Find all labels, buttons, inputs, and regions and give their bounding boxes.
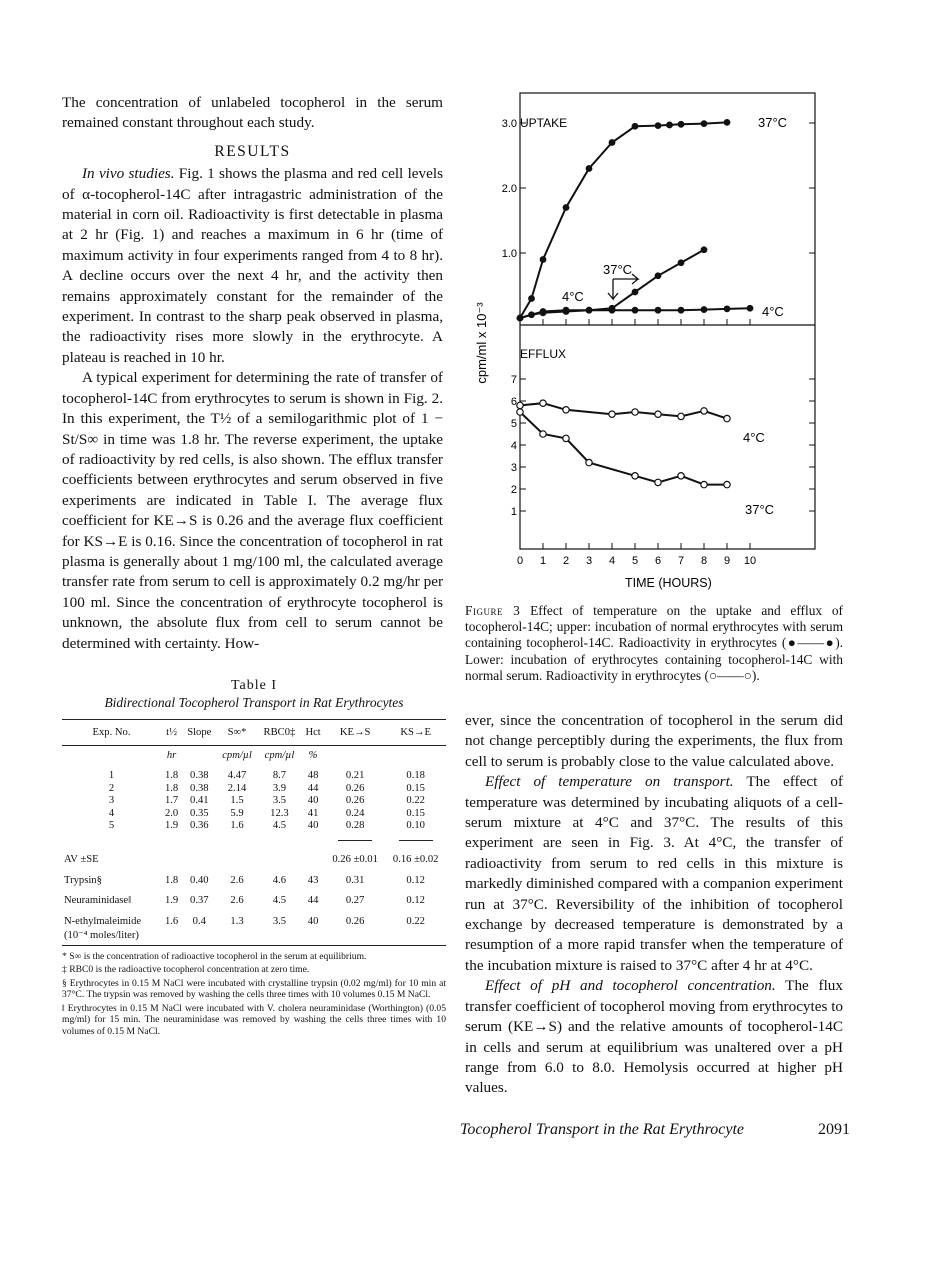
table-cell: 0.18 xyxy=(406,770,425,781)
table-cell: AV ±SE xyxy=(64,853,99,865)
data-point-filled xyxy=(563,309,569,315)
table-cell: 4.47 xyxy=(227,770,247,781)
x-tick-label: 10 xyxy=(743,555,757,567)
col-header: KS→E xyxy=(385,720,446,746)
y-tick-label: 1.0 xyxy=(501,248,517,260)
table-cell: 0.26 xyxy=(345,916,365,928)
unit-cell: hr xyxy=(166,750,177,761)
table-cell: 0.38 xyxy=(190,782,209,794)
table-cell xyxy=(62,832,161,845)
data-point-open xyxy=(563,435,569,441)
data-point-open xyxy=(701,408,707,414)
data-point-filled xyxy=(563,205,569,211)
data-point-open xyxy=(517,409,523,415)
table-cell xyxy=(385,832,446,845)
footnote: ‡ RBC0 is the radioactive tocopherol concentration at zero time. xyxy=(62,964,310,976)
footnote: § Erythrocytes in 0.15 M NaCl were incubated with crystalline trypsin (0.02 mg/ml) for 10 min at 37°C. The trypsin was removed by washing the cells three times with 10 volumes 0.15 M NaCl. xyxy=(62,977,446,1001)
figure-3 xyxy=(474,93,835,603)
upper-panel-title: UPTAKE xyxy=(520,116,568,130)
table-cell: 0.37 xyxy=(190,895,209,907)
table-cell xyxy=(161,845,182,866)
table-cell: 0.16 ±0.02 xyxy=(392,853,439,865)
table-cell xyxy=(182,832,216,845)
series-line xyxy=(520,122,727,318)
table-cell: Trypsin§ xyxy=(64,874,102,886)
table-cell xyxy=(182,845,216,866)
series-line xyxy=(520,403,727,418)
temperature-paragraph xyxy=(465,772,843,976)
figure-caption-text: Effect of temperature on the uptake and efflux of tocopherol-14C; upper: incubation of normal erythrocytes with serum containing tocopherol-14C. Radioactivity in erythrocytes (●——●). Lower: incubation of erythrocytes containing tocopherol-14C with normal serum. Radioactivity in erythrocytes (○——○). xyxy=(465,603,843,683)
table-cell: 3.5 xyxy=(272,795,287,807)
table-cell: 5 xyxy=(108,820,115,832)
table-cell: N-ethylmaleimide xyxy=(64,916,142,928)
unit-cell xyxy=(182,746,216,762)
col-header: Hct xyxy=(301,720,325,746)
data-point-filled xyxy=(540,310,546,316)
data-point-open xyxy=(632,409,638,415)
table-cell: 1 xyxy=(108,770,115,781)
table-cell: 1.6 xyxy=(230,820,244,832)
continuation-paragraph: ever, since the concentration of tocopherol in the serum did not change perceptibly during the experiments, the flux from cell to serum is probably close to the value calculated above. xyxy=(465,712,843,770)
table-cell: 0.21 xyxy=(345,770,365,781)
table-cell: 3 xyxy=(108,795,115,807)
table-row xyxy=(62,820,446,833)
x-tick-label: 2 xyxy=(562,555,570,567)
table-cell: 4.6 xyxy=(272,874,287,886)
data-point-filled xyxy=(701,121,707,127)
table-cell: 41 xyxy=(307,807,319,819)
data-point-open xyxy=(655,411,661,417)
table-row xyxy=(62,907,446,928)
data-point-filled xyxy=(667,122,673,128)
table-cell: 1.8 xyxy=(164,874,179,886)
data-point-open xyxy=(655,479,661,485)
x-tick-label: 7 xyxy=(677,555,685,567)
table-cell xyxy=(325,928,386,945)
data-point-open xyxy=(563,407,569,413)
y-tick-label: 4 xyxy=(510,440,517,452)
table-cell xyxy=(301,928,325,945)
table-cell xyxy=(325,832,386,845)
table-cell xyxy=(161,928,182,945)
data-point-filled xyxy=(586,166,592,172)
table-row xyxy=(62,866,446,887)
annotation-37c-top: 37°C xyxy=(758,115,788,130)
table-cell: 0.26 xyxy=(345,782,365,794)
table-cell: 0.26 ±0.01 xyxy=(332,853,378,865)
running-title: Tocopherol Transport in the Rat Erythrocyte xyxy=(460,1121,744,1138)
x-tick-label: 4 xyxy=(608,555,616,567)
table-cell: 2.0 xyxy=(164,807,179,819)
data-point-filled xyxy=(655,307,661,313)
col-header: Slope xyxy=(182,720,216,746)
table-cell: 4.5 xyxy=(272,820,287,832)
footnote: * S∞ is the concentration of radioactive tocopherol in the serum at equilibrium. xyxy=(62,950,367,962)
table-cell xyxy=(258,928,302,945)
data-point-filled xyxy=(678,260,684,266)
table-cell: 0.10 xyxy=(406,820,425,832)
table-cell: 2.6 xyxy=(230,895,244,907)
data-point-open xyxy=(678,473,684,479)
page-footer xyxy=(460,1121,850,1139)
data-point-filled xyxy=(724,306,730,312)
table-row xyxy=(62,782,446,795)
ph-lead: Effect of pH and tocopherol concentration. xyxy=(485,977,776,995)
right-column xyxy=(465,711,843,1099)
table-cell: 0.24 xyxy=(345,807,365,819)
table-cell xyxy=(216,832,257,845)
invivo-lead: In vivo studies. xyxy=(82,165,175,183)
data-point-open xyxy=(678,413,684,419)
figure-label: Figure 3 xyxy=(465,603,521,618)
left-column xyxy=(62,93,443,654)
table-cell: 2.6 xyxy=(230,874,244,886)
table-cell: 0.31 xyxy=(345,874,365,886)
table-row xyxy=(62,886,446,907)
table-cell xyxy=(258,832,302,845)
intro-paragraph: The concentration of unlabeled tocopherol in the serum remained constant throughout each study. xyxy=(62,94,443,132)
table-caption: Table I xyxy=(230,678,278,693)
data-point-filled xyxy=(701,307,707,313)
data-point-filled xyxy=(632,307,638,313)
table-cell: 4.5 xyxy=(272,895,287,907)
table-subtitle: Bidirectional Tocopherol Transport in Rat Erythrocytes xyxy=(104,695,404,710)
table-cell: 43 xyxy=(307,874,319,886)
annotation-4c-left: 4°C xyxy=(562,289,584,304)
invivo-paragraph xyxy=(62,164,443,368)
x-tick-label: 6 xyxy=(654,555,662,567)
ph-text: The flux transfer coefficient of tocopherol moving from erythrocytes to serum (KE→S) and the relative amounts of tocopherol-14C in cells and serum at equilibrium was unaltered over a pH range from 6.0 to 8.0. Hemolysis occurred at higher pH values. xyxy=(465,977,844,1097)
table-cell xyxy=(301,832,325,845)
unit-cell xyxy=(385,746,446,762)
table-cell: 5.9 xyxy=(230,807,244,819)
annotation-37c-efflux: 37°C xyxy=(745,502,775,517)
table-cell: 1.6 xyxy=(164,916,179,928)
lower-panel-title: EFFLUX xyxy=(520,347,567,361)
table-cell xyxy=(385,928,446,945)
data-point-filled xyxy=(655,273,661,279)
data-point-filled xyxy=(529,296,535,302)
data-point-open xyxy=(540,431,546,437)
data-point-filled xyxy=(724,120,730,126)
chart-axes xyxy=(502,93,815,567)
chart-marks xyxy=(517,120,753,488)
table-cell: 40 xyxy=(307,795,319,807)
x-tick-label: 8 xyxy=(700,555,708,567)
table-cell: 0.38 xyxy=(190,770,209,781)
table-cell: 1.9 xyxy=(164,895,179,907)
table-cell: 0.27 xyxy=(345,895,365,907)
x-tick-label: 3 xyxy=(585,555,593,567)
data-point-filled xyxy=(609,307,615,313)
table-cell: 1.7 xyxy=(164,795,179,807)
col-header: RBC0‡ xyxy=(258,720,302,746)
y-tick-label: 1 xyxy=(510,506,517,518)
table-footnotes xyxy=(62,951,446,1038)
data-point-open xyxy=(632,473,638,479)
data-point-open xyxy=(701,481,707,487)
series-line xyxy=(520,412,727,485)
unit-cell: % xyxy=(308,750,318,761)
table-note-row xyxy=(62,928,446,945)
switch-arrow xyxy=(608,274,638,299)
table-body xyxy=(62,761,446,945)
data-point-filled xyxy=(701,247,707,253)
data-point-open xyxy=(724,415,730,421)
figure-caption xyxy=(465,603,843,684)
table-cell: 1.3 xyxy=(230,916,244,928)
table-cell: 0.15 xyxy=(406,782,425,794)
data-point-filled xyxy=(632,289,638,295)
table-cell: 0.22 xyxy=(406,795,425,807)
table-cell: 8.7 xyxy=(272,770,287,781)
unit-cell: cpm/µl xyxy=(222,750,252,761)
annotation-4c-efflux: 4°C xyxy=(743,430,765,445)
table-cell: 1.5 xyxy=(230,795,244,807)
table-cell: 40 xyxy=(307,820,319,832)
table-rule-row xyxy=(62,832,446,845)
unit-cell xyxy=(325,746,386,762)
data-point-filled xyxy=(529,312,535,318)
table-cell: 44 xyxy=(307,782,319,794)
col-header: S∞* xyxy=(216,720,257,746)
table-row xyxy=(62,794,446,807)
table-cell: 2 xyxy=(108,782,115,794)
table-cell: 12.3 xyxy=(270,807,289,819)
footnote: ‖ Erythrocytes in 0.15 M NaCl were incubated with V. cholera neuraminidase (Worthington) (0.05 mg/ml) for 15 min. The neuraminidase was removed by washing the cells three times with 10 volumes of 0.15 M NaCl. xyxy=(62,1002,446,1037)
table-cell: 0.35 xyxy=(190,807,209,819)
temperature-lead: Effect of temperature on transport. xyxy=(485,773,734,791)
table-cell: 0.12 xyxy=(406,895,425,907)
data-point-filled xyxy=(632,123,638,129)
table-cell xyxy=(216,928,257,945)
table-cell: 44 xyxy=(307,895,319,907)
table-cell: 3.5 xyxy=(272,916,287,928)
ph-paragraph xyxy=(465,976,843,1098)
y-tick-label: 2.0 xyxy=(501,183,517,195)
data-point-filled xyxy=(747,305,753,311)
table-cell: 1.8 xyxy=(164,770,179,781)
table-cell: 4 xyxy=(108,807,115,819)
results-heading: RESULTS xyxy=(214,142,291,160)
y-tick-label: 7 xyxy=(510,374,517,386)
annotation-4c-right: 4°C xyxy=(762,304,784,319)
table-cell: 0.40 xyxy=(190,874,209,886)
unit-cell: cpm/µl xyxy=(264,750,295,761)
table-cell: 1.8 xyxy=(164,782,179,794)
table-cell: 1.9 xyxy=(164,820,179,832)
transfer-paragraph: A typical experiment for determining the rate of transfer of tocopherol-14C from erythrocytes to serum is shown in Fig. 2. In this experiment, the T½ of a semilogarithmic plot of 1 − St/S∞ in time was 1.8 hr. The reverse experiment, the uptake of radioactivity by red cells, is also shown. The efflux transfer coefficients between erythrocytes and serum observed in five experiments are indicated in Table I. The average flux coefficient for KE→S is 0.26 and the average flux coefficient for KS→E is 0.16. Since the concentration of tocopherol in rat plasma is generally about 1 mg/100 ml, the calculated average transfer rate from serum to cell is approximately 0.2 mg/hr per 100 ml. Since the concentration of erythrocyte tocopherol is unknown, the absolute flux from cell to serum cannot be determined with certainty. How- xyxy=(62,369,443,652)
invivo-text: Fig. 1 shows the plasma and red cell levels of α-tocopherol-14C after intragastric administration of the material in corn oil. Radioactivity is first detectable in plasma at 2 hr (Fig. 1) and reaches a maximum in 6 hr (time of maximum activity in four experiments ranged from 4 to 8 hr). A decline occurs over the next 4 hr, and the activity then remains approximately constant for the remainder of the experiment. In contrast to the sharp peak observed in plasma, the radioactivity rises more slowly in the erythrocyte. A plateau is reached in 10 hr. xyxy=(62,165,443,366)
col-header: KE→S xyxy=(325,720,386,746)
data-point-filled xyxy=(609,140,615,146)
data-point-filled xyxy=(655,123,661,129)
y-tick-label: 3.0 xyxy=(501,118,517,130)
transport-table xyxy=(62,719,446,946)
col-header: t½ xyxy=(161,720,182,746)
data-point-open xyxy=(724,481,730,487)
table-cell: 0.28 xyxy=(345,820,365,832)
table-cell: 0.26 xyxy=(345,795,365,807)
table-row xyxy=(62,807,446,820)
unit-cell xyxy=(62,746,161,762)
table-cell xyxy=(258,845,302,866)
y-tick-label: 3 xyxy=(510,462,517,474)
y-tick-label: 5 xyxy=(510,418,517,430)
table-cell: 0.36 xyxy=(190,820,209,832)
data-point-filled xyxy=(517,315,523,321)
data-point-open xyxy=(586,459,592,465)
y-axis-label: cpm/ml x 10⁻³ xyxy=(474,302,489,384)
table-cell: 48 xyxy=(307,770,319,781)
table-cell: 0.22 xyxy=(406,916,425,928)
table-cell: 2.14 xyxy=(227,782,247,794)
data-point-filled xyxy=(678,307,684,313)
x-tick-label: 9 xyxy=(723,555,731,567)
data-point-open xyxy=(517,402,523,408)
x-tick-label: 5 xyxy=(631,555,639,567)
data-point-open xyxy=(609,411,615,417)
x-axis-label: TIME (HOURS) xyxy=(625,576,712,590)
table-cell xyxy=(301,845,325,866)
table-cell: 0.12 xyxy=(406,874,425,886)
y-tick-label: 2 xyxy=(510,484,517,496)
temperature-text: The effect of temperature was determined by incubating aliquots of a cell-serum mixture at 4°C and 37°C. The results of this experiment are seen in Fig. 3. At 4°C, the transfer of radioactivity from serum to red cells in this mixture is markedly diminished compared with a companion experiment run at 37°C. Reversibility of the inhibition of tocopherol exchange by decreased temperature is demonstrated by a resumption of a more rapid transfer when the temperature of the incubation mixture is raised to 37°C after 4 hr at 4°C. xyxy=(465,773,843,974)
table-cell: 0.4 xyxy=(192,916,206,928)
table-cell xyxy=(182,928,216,945)
x-tick-label: 1 xyxy=(539,555,547,567)
table-row xyxy=(62,761,446,782)
table-cell: (10⁻⁴ moles/liter) xyxy=(62,928,161,945)
figure-3-chart xyxy=(474,93,835,603)
table-cell xyxy=(216,845,257,866)
table-avg-row xyxy=(62,845,446,866)
data-point-open xyxy=(540,400,546,406)
y-tick-label: 6 xyxy=(510,396,517,408)
col-header: Exp. No. xyxy=(62,720,161,746)
table-cell: Neuraminidase‖ xyxy=(64,895,132,907)
x-tick-label: 0 xyxy=(516,555,524,567)
data-point-filled xyxy=(678,122,684,128)
table-cell: 40 xyxy=(307,916,319,928)
table-cell: 0.15 xyxy=(406,807,425,819)
data-point-filled xyxy=(586,307,592,313)
annotation-37c-switch: 37°C xyxy=(603,262,633,277)
table-cell: 0.41 xyxy=(190,795,209,807)
table-cell xyxy=(161,832,182,845)
table-cell: 3.9 xyxy=(272,782,287,794)
page-number: 2091 xyxy=(818,1121,850,1138)
table-one xyxy=(62,678,446,1039)
data-point-filled xyxy=(540,257,546,263)
